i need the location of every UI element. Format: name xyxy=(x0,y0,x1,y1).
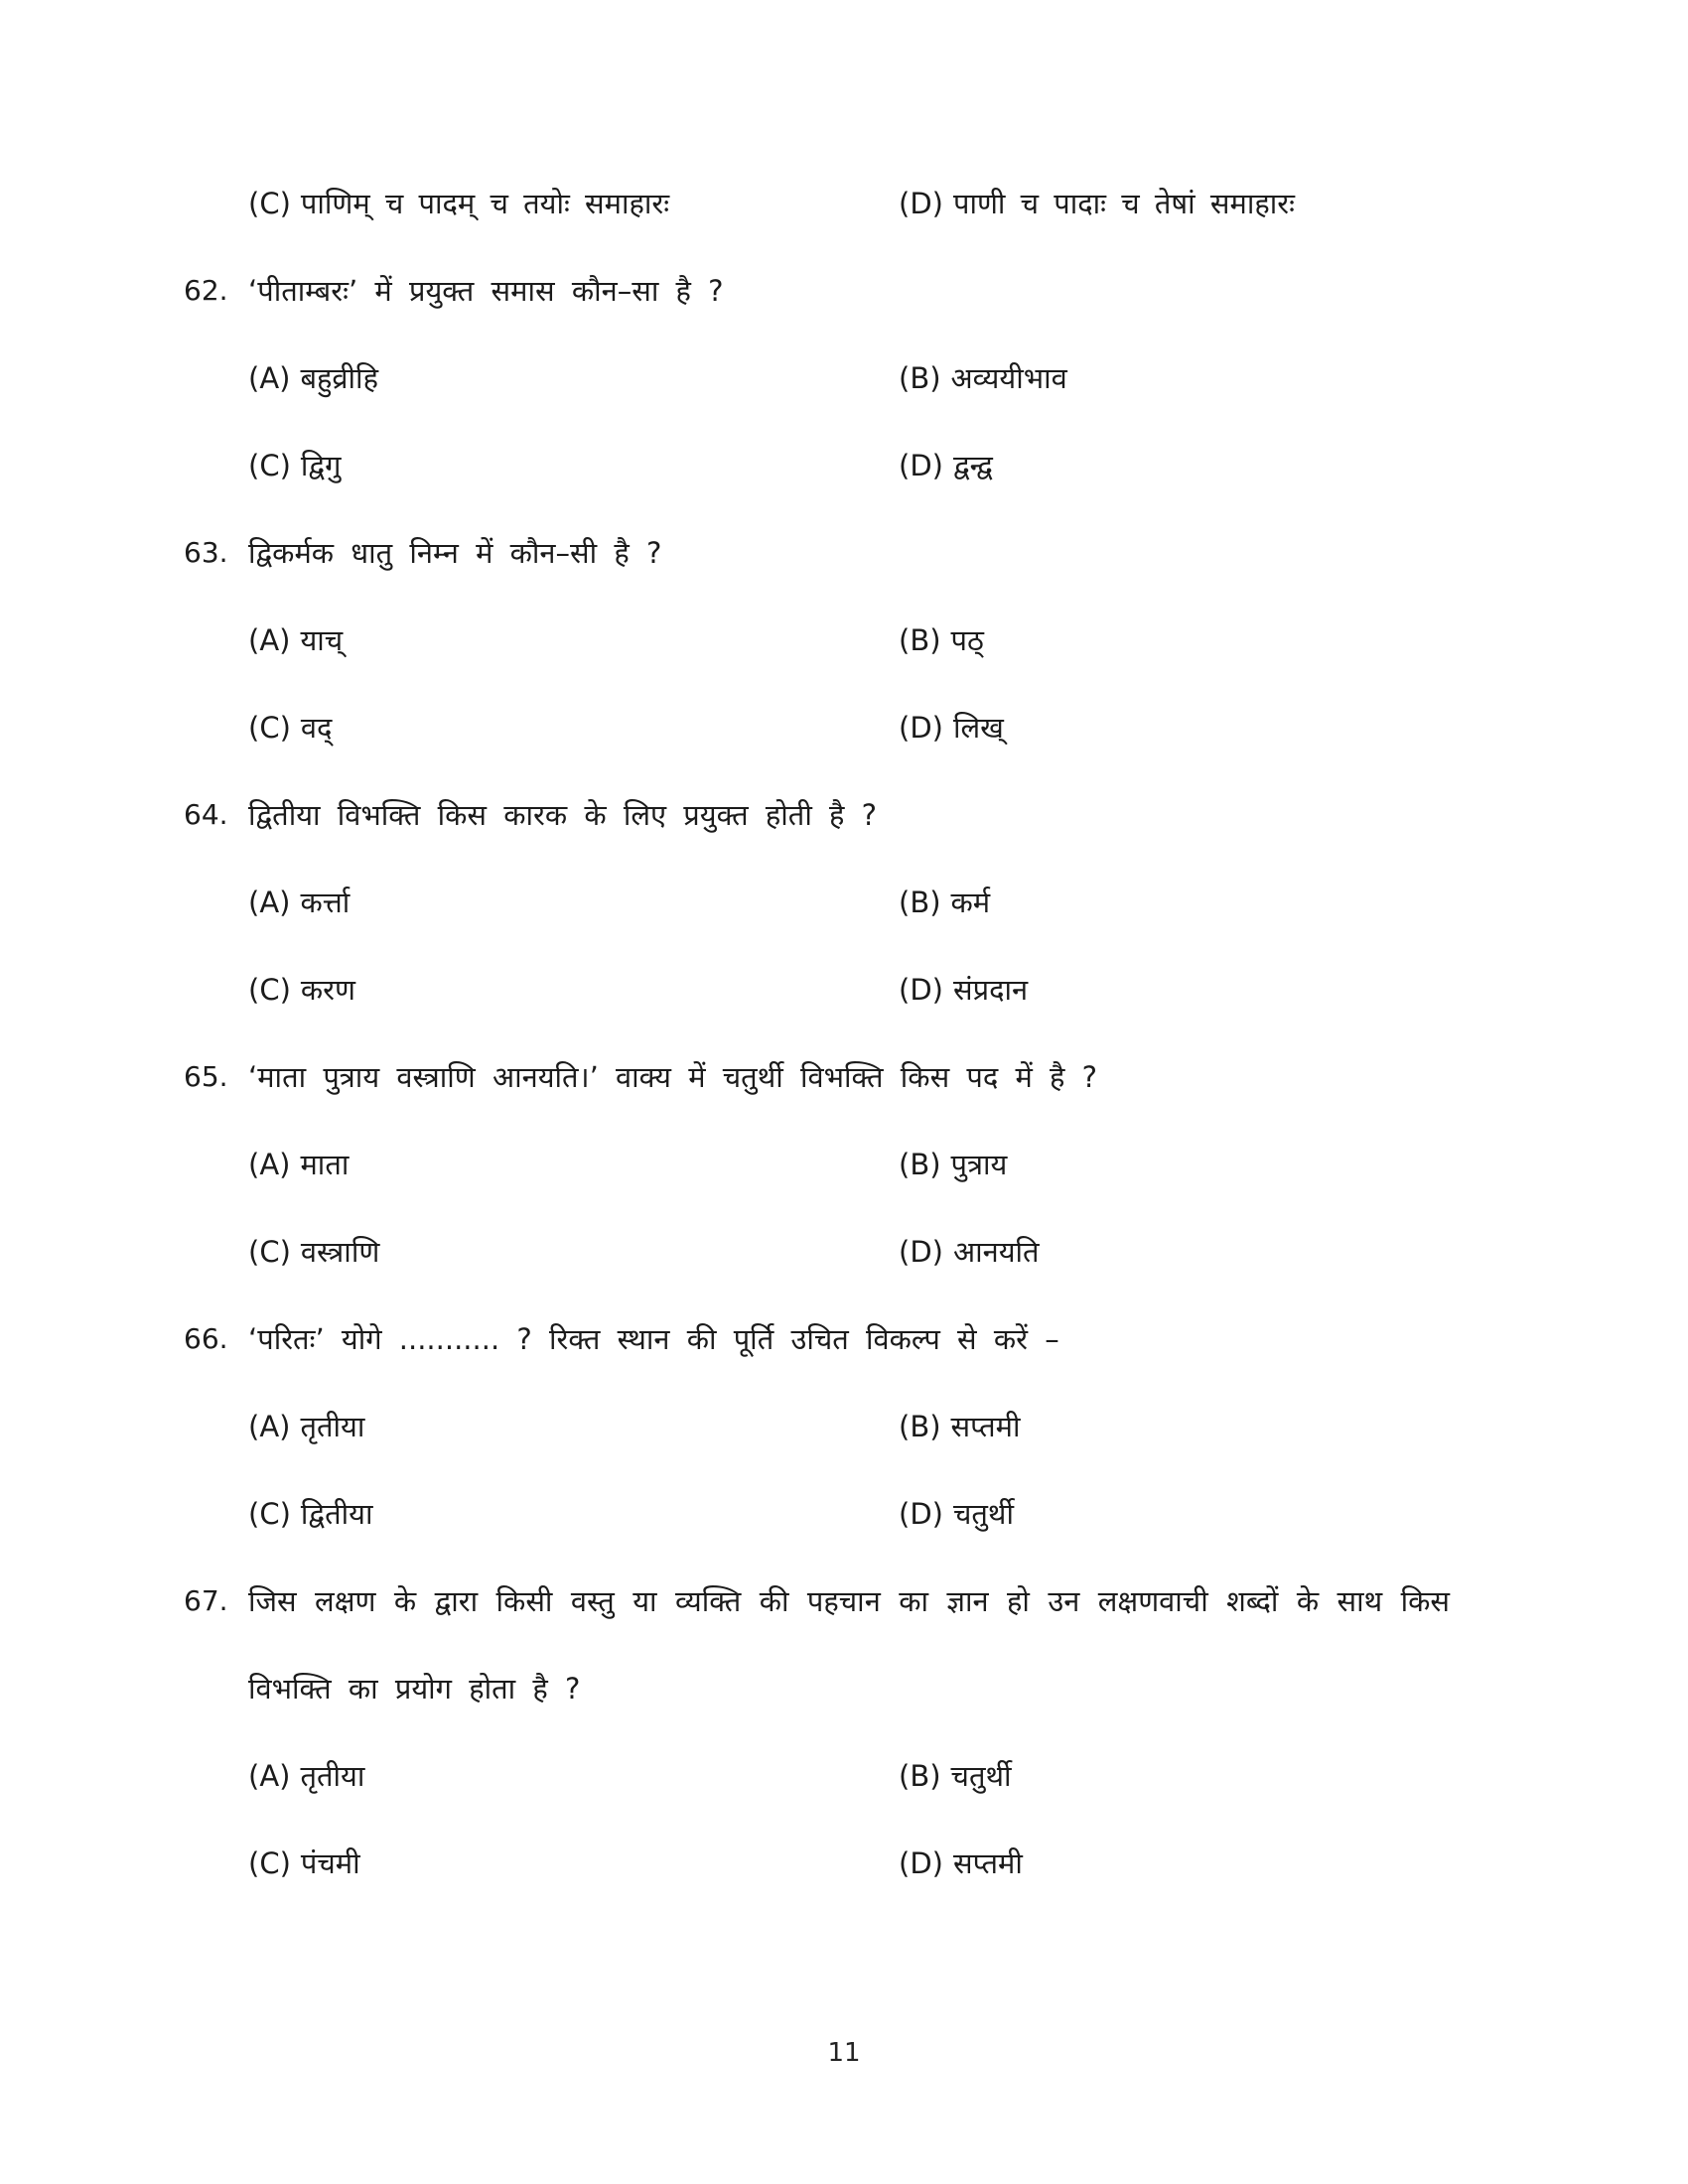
question-text: ‘माता पुत्राय वस्त्राणि आनयति।’ वाक्य में चतुर्थी विभक्ति किस पद में है ? xyxy=(248,1060,1098,1094)
option-text: माता xyxy=(300,1148,350,1181)
question-text: ‘परितः’ योगे ........... ? रिक्त स्थान की पूर्ति उचित विकल्प से करें – xyxy=(248,1322,1059,1356)
question-65-option-c xyxy=(248,1235,379,1269)
option-label: (B) xyxy=(899,886,941,919)
option-label: (C) xyxy=(248,449,291,482)
question-66-option-a xyxy=(248,1410,364,1443)
question-64-option-a xyxy=(248,886,350,919)
option-label: (C) xyxy=(248,1846,291,1880)
question-63 xyxy=(184,509,1549,597)
option-label: (D) xyxy=(899,449,943,482)
question-67-options-row-cd xyxy=(184,1820,1549,1907)
option-label: (D) xyxy=(899,1235,943,1269)
option-label: (B) xyxy=(899,1148,941,1181)
question-65 xyxy=(184,1033,1549,1121)
question-65-options-row-ab xyxy=(184,1121,1549,1208)
question-67-option-c xyxy=(248,1846,360,1880)
question-62-option-b xyxy=(899,335,1067,422)
question-number: 65. xyxy=(184,1060,228,1093)
question-62-option-d xyxy=(899,422,993,509)
question-65-option-b xyxy=(899,1121,1007,1208)
option-text: लिख् xyxy=(952,711,1004,745)
option-label: (C) xyxy=(248,711,291,745)
question-67-option-d xyxy=(899,1820,1023,1907)
option-text: पुत्राय xyxy=(950,1148,1008,1181)
question-65-option-a xyxy=(248,1148,349,1181)
option-text: चतुर्थी xyxy=(950,1759,1012,1793)
option-label: (C) xyxy=(248,1235,291,1269)
option-text: करण xyxy=(300,973,355,1007)
question-66 xyxy=(184,1296,1549,1383)
exam-content xyxy=(184,160,1549,1907)
question-text: ‘पीताम्बरः’ में प्रयुक्त समास कौन–सा है ? xyxy=(248,274,724,308)
option-label: (D) xyxy=(899,1846,943,1880)
option-label: (A) xyxy=(248,623,291,657)
question-67 xyxy=(184,1558,1549,1732)
option-text: बहुव्रीहि xyxy=(300,361,378,395)
option-text: सप्तमी xyxy=(950,1410,1021,1443)
question-62-option-c xyxy=(248,449,341,482)
option-label: (D) xyxy=(899,973,943,1007)
question-64-option-d xyxy=(899,946,1028,1033)
option-text: याच् xyxy=(300,623,344,657)
question-61-options-row-cd xyxy=(184,160,1549,247)
option-label: (B) xyxy=(899,623,941,657)
question-67-option-b xyxy=(899,1732,1012,1820)
option-label: (A) xyxy=(248,1759,291,1793)
option-label: (B) xyxy=(899,1759,941,1793)
question-number: 63. xyxy=(184,536,228,569)
option-text: अव्ययीभाव xyxy=(950,361,1067,395)
question-number: 66. xyxy=(184,1322,228,1355)
question-64 xyxy=(184,771,1549,859)
option-text: पाणी च पादाः च तेषां समाहारः xyxy=(952,187,1295,220)
option-text: वस्त्राणि xyxy=(300,1235,380,1269)
question-number: 64. xyxy=(184,798,228,831)
option-text: कर्त्ता xyxy=(300,886,351,919)
question-65-option-d xyxy=(899,1208,1040,1296)
question-text: द्विकर्मक धातु निम्न में कौन–सी है ? xyxy=(248,536,662,570)
option-text: पंचमी xyxy=(300,1846,360,1880)
option-label: (A) xyxy=(248,1410,291,1443)
option-label: (A) xyxy=(248,886,291,919)
option-label: (B) xyxy=(899,361,941,395)
option-label: (D) xyxy=(899,711,943,745)
option-text: कर्म xyxy=(950,886,991,919)
question-63-option-d xyxy=(899,684,1004,771)
question-text: द्वितीया विभक्ति किस कारक के लिए प्रयुक्त होती है ? xyxy=(248,798,878,832)
question-number: 62. xyxy=(184,274,228,307)
question-61-option-d xyxy=(899,160,1295,247)
option-text: आनयति xyxy=(952,1235,1040,1269)
option-text: द्विगु xyxy=(300,449,342,482)
option-text: संप्रदान xyxy=(952,973,1029,1007)
option-label: (D) xyxy=(899,187,943,220)
option-text: पठ् xyxy=(950,623,984,657)
question-67-options-row-ab xyxy=(184,1732,1549,1820)
option-label: (A) xyxy=(248,1148,291,1181)
question-62 xyxy=(184,247,1549,335)
option-text: तृतीया xyxy=(300,1759,365,1793)
question-63-option-a xyxy=(248,623,343,657)
question-63-options-row-ab xyxy=(184,597,1549,684)
option-label: (C) xyxy=(248,973,291,1007)
option-text: पाणिम् च पादम् च तयोः समाहारः xyxy=(300,187,670,220)
question-62-options-row-cd xyxy=(184,422,1549,509)
question-65-options-row-cd xyxy=(184,1208,1549,1296)
option-text: तृतीया xyxy=(300,1410,365,1443)
question-64-options-row-ab xyxy=(184,859,1549,946)
question-62-options-row-ab xyxy=(184,335,1549,422)
question-61-option-c xyxy=(248,187,669,220)
question-64-options-row-cd xyxy=(184,946,1549,1033)
option-text: वद् xyxy=(300,711,333,745)
option-label: (A) xyxy=(248,361,291,395)
question-number: 67. xyxy=(184,1584,228,1617)
option-text: चतुर्थी xyxy=(952,1497,1014,1531)
question-66-options-row-cd xyxy=(184,1470,1549,1558)
question-63-option-c xyxy=(248,711,332,745)
option-text: द्वन्द्व xyxy=(952,449,993,482)
question-67-option-a xyxy=(248,1759,364,1793)
option-label: (C) xyxy=(248,1497,291,1531)
question-64-option-b xyxy=(899,859,990,946)
option-label: (C) xyxy=(248,187,291,220)
question-66-option-d xyxy=(899,1470,1014,1558)
question-63-options-row-cd xyxy=(184,684,1549,771)
question-66-options-row-ab xyxy=(184,1383,1549,1470)
option-label: (B) xyxy=(899,1410,941,1443)
question-text: जिस लक्षण के द्वारा किसी वस्तु या व्यक्ति की पहचान का ज्ञान हो उन लक्षणवाची शब्दों के साथ किस विभक्ति का प्रयोग होता है ? xyxy=(248,1584,1450,1706)
question-66-option-b xyxy=(899,1383,1020,1470)
page-number: 11 xyxy=(827,2038,861,2068)
question-64-option-c xyxy=(248,973,355,1007)
option-text: सप्तमी xyxy=(952,1846,1023,1880)
question-66-option-c xyxy=(248,1497,372,1531)
option-label: (D) xyxy=(899,1497,943,1531)
question-62-option-a xyxy=(248,361,378,395)
question-63-option-b xyxy=(899,597,984,684)
option-text: द्वितीया xyxy=(300,1497,373,1531)
